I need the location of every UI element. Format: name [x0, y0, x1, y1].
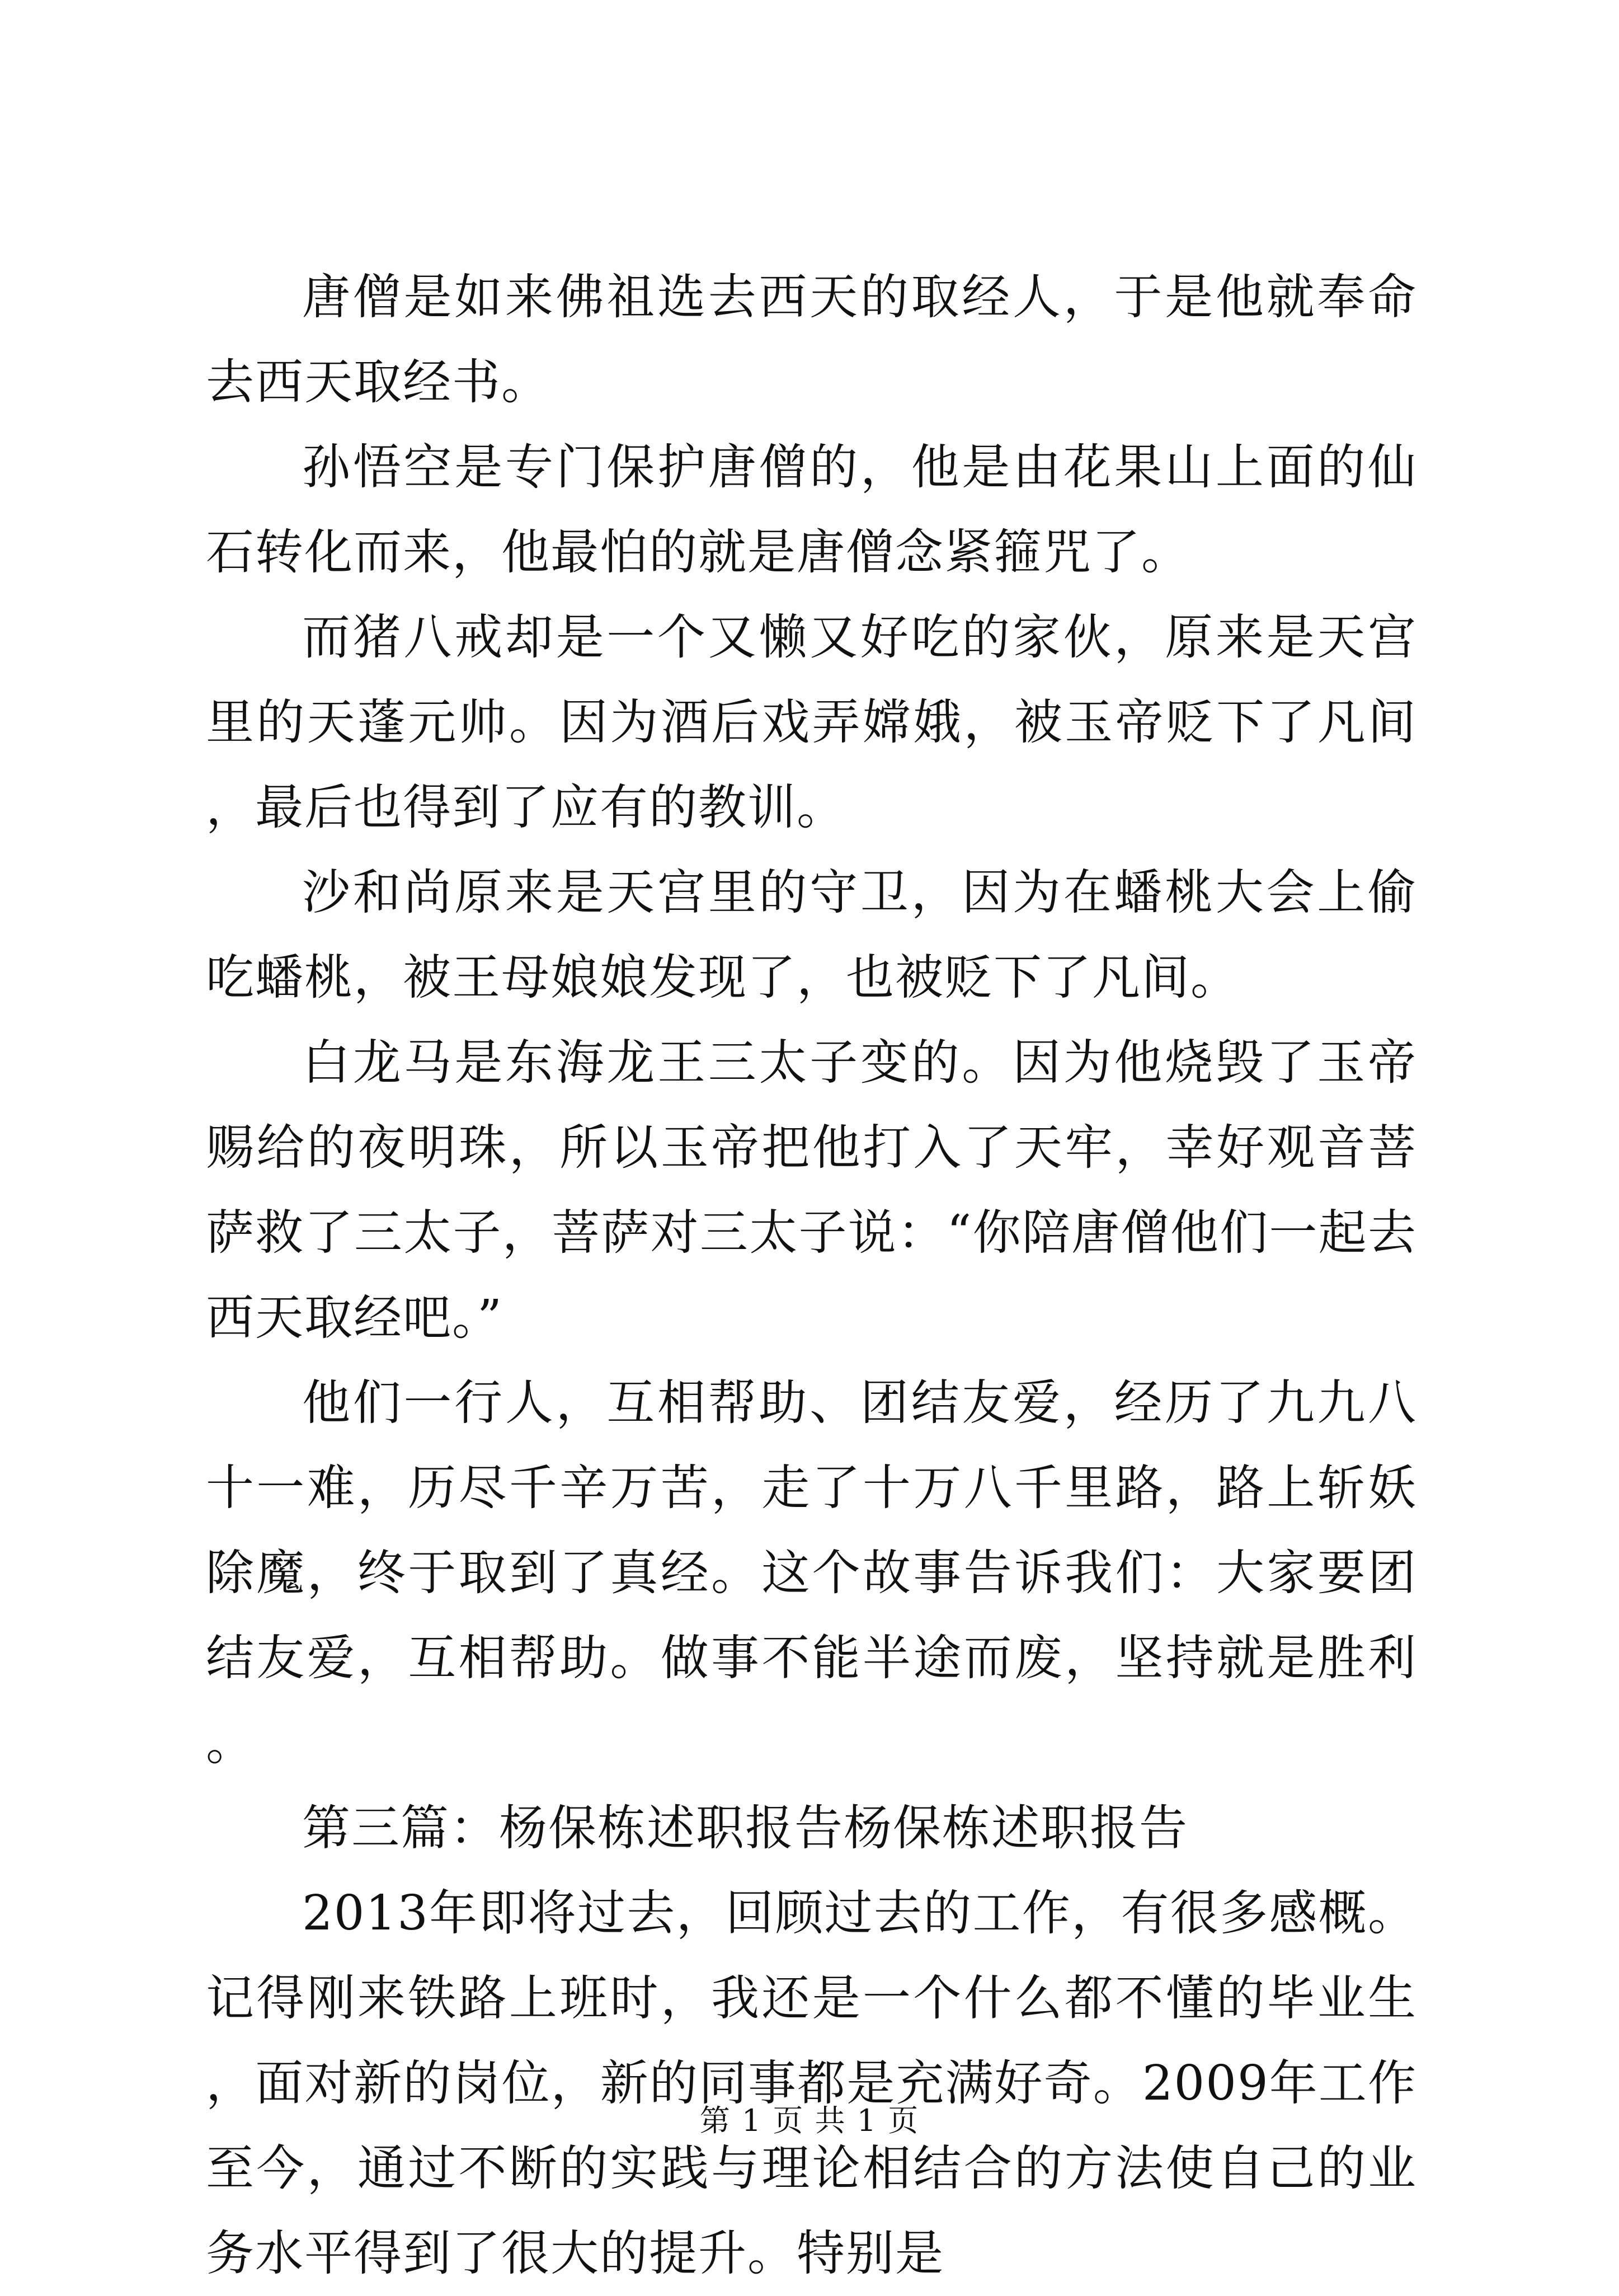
document-body	[206, 255, 1417, 2296]
page-number-footer: 第 1 页 共 1 页	[699, 2103, 920, 2138]
section-heading: 第三篇：杨保栋述职报告杨保栋述职报告	[302, 1800, 1188, 1856]
paragraph-tang-seng: 唐僧是如来佛祖选去西天的取经人，于是他就奉命去西天取经书。	[206, 269, 1417, 410]
paragraph-report-intro: 2013年即将过去，回顾过去的工作，有很多感概。记得刚来铁路上班时，我还是一个什么都不懂的毕业生，面对新的岗位，新的同事都是充满好奇。2009年工作至今，通过不断的实践与理论相结合的方法使自己的业务水平得到了很大的提升。特别是	[206, 1885, 1417, 2281]
paragraph-story-moral: 他们一行人，互相帮助、团结友爱，经历了九九八十一难，历尽千辛万苦，走了十万八千里路，路上斩妖除魔，终于取到了真经。这个故事告诉我们：大家要团结友爱，互相帮助。做事不能半途而废，坚持就是胜利。	[206, 1375, 1417, 1771]
paragraph-zhu-bajie: 而猪八戒却是一个又懒又好吃的家伙，原来是天宫里的天蓬元帅。因为酒后戏弄嫦娥，被玉帝贬下了凡间，最后也得到了应有的教训。	[206, 609, 1417, 835]
paragraph-sha-heshang: 沙和尚原来是天宫里的守卫，因为在蟠桃大会上偷吃蟠桃，被王母娘娘发现了，也被贬下了凡间。	[206, 865, 1417, 1006]
paragraph-bai-longma: 白龙马是东海龙王三太子变的。因为他烧毁了玉帝赐给的夜明珠，所以玉帝把他打入了天牢，幸好观音菩萨救了三太子，菩萨对三太子说：“你陪唐僧他们一起去西天取经吧。”	[206, 1035, 1417, 1346]
paragraph-sun-wukong: 孙悟空是专门保护唐僧的，他是由花果山上面的仙石转化而来，他最怕的就是唐僧念紧箍咒了。	[206, 439, 1417, 580]
